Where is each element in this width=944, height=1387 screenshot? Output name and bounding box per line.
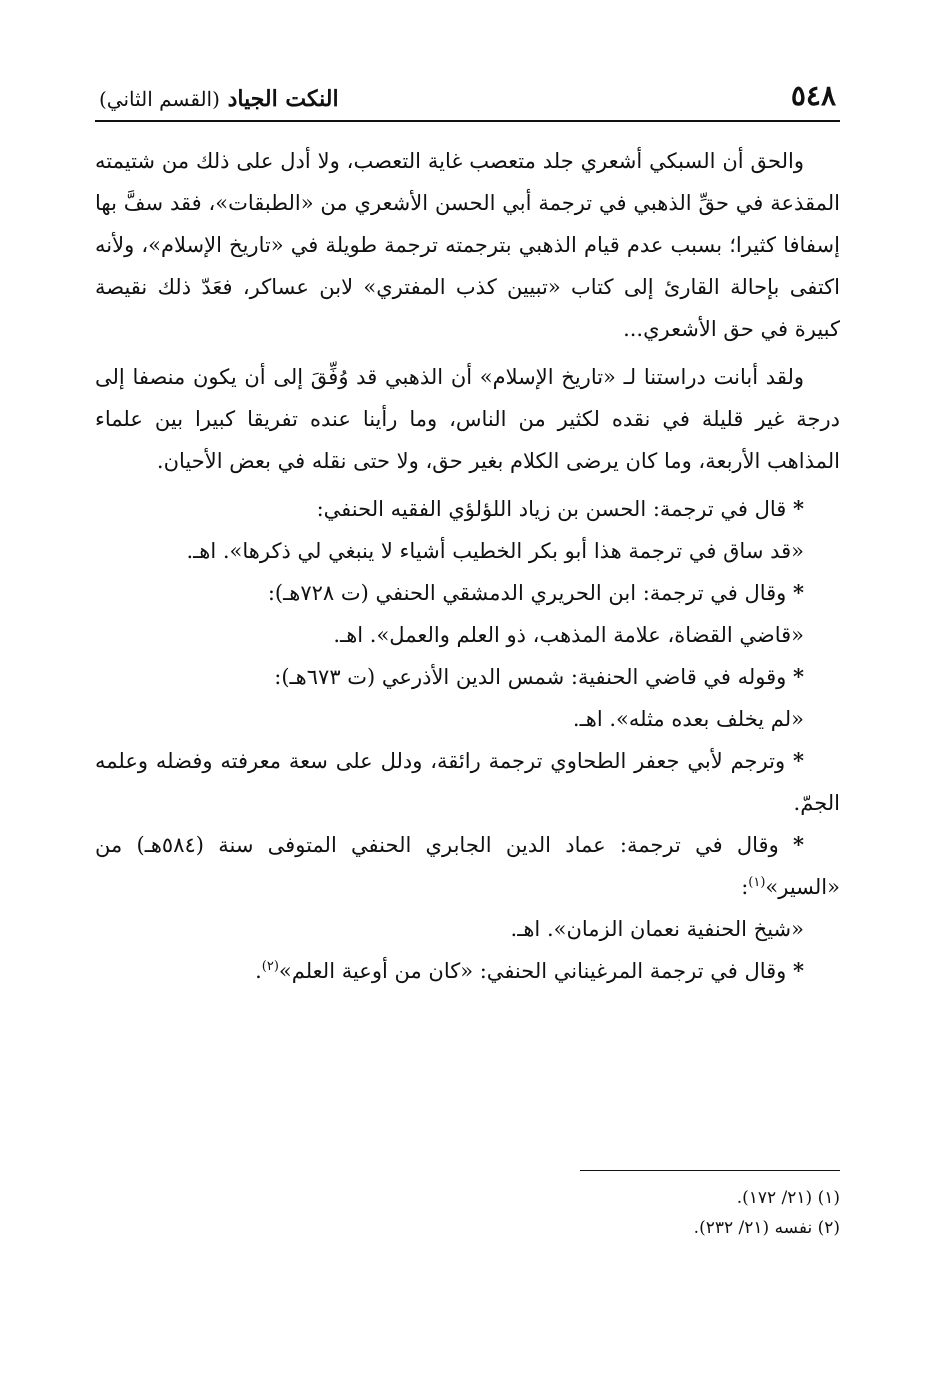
quote-2: «قاضي القضاة، علامة المذهب، ذو العلم والعمل». اهـ. [333,623,804,647]
paragraph-2: ولقد أبانت دراستنا لـ «تاريخ الإسلام» أن الذهبي قد وُفِّقَ إلى أن يكون منصفا إلى درجة غير قليلة في نقده لكثير من الناس، وما رأينا عنده تفريقا كبيرا بين علماء المذاهب الأربعة، وما كان يرضى الكلام بغير حق، ولا حتى نقله في بعض الأحيان. [95,365,840,473]
footnote-divider [580,1170,840,1171]
list-item-5 [95,824,840,908]
footnote-1: (١) (٢١/ ١٧٢). [736,1188,840,1208]
page-number: ٥٤٨ [790,79,836,112]
running-title-sub: (القسم الثاني) [99,87,220,111]
list-item-2 [95,572,840,614]
quote-1: «قد ساق في ترجمة هذا أبو بكر الخطيب أشياء لا ينبغي لي ذكرها». اهـ. [186,539,804,563]
footnote-ref-2[interactable]: (٢) [261,959,279,974]
list-item-4 [95,740,840,824]
running-title [99,86,339,112]
quote-5: «شيخ الحنفية نعمان الزمان». اهـ. [510,917,804,941]
page-header [95,70,840,122]
bullet-star: * [793,958,804,983]
main-text [95,140,840,992]
footnote-ref-1[interactable]: (١) [748,875,766,890]
list-item-6-tail: . [255,959,262,983]
paragraph-1: والحق أن السبكي أشعري جلد متعصب غاية التعصب، ولا أدل على ذلك من شتيمته المقذعة في حقِّ الذهبي في ترجمة أبي الحسن الأشعري من «الطبقات»، فقد سفَّ بها إسفافا كثيرا؛ بسبب عدم قيام الذهبي بترجمته ترجمة طويلة في «تاريخ الإسلام»، ولأنه اكتفى بإحالة القارئ إلى كتاب «تبيين كذب المفتري» لابن عساكر، فعَدّ ذلك نقيصة كبيرة في حق الأشعري... [95,149,840,341]
list-item-5-text: وقال في ترجمة: عماد الدين الجابري الحنفي المتوفى سنة (٥٨٤هـ) من «السير» [95,833,840,899]
list-item-1-text: قال في ترجمة: الحسن بن زياد اللؤلؤي الفقيه الحنفي: [316,497,787,521]
bullet-star: * [793,496,804,521]
list-item-2-text: وقال في ترجمة: ابن الحريري الدمشقي الحنفي (ت ٧٢٨هـ): [267,581,787,605]
bullet-star: * [792,832,804,857]
book-page [95,70,840,1280]
list-item-3-text: وقوله في قاضي الحنفية: شمس الدين الأذرعي (ت ٦٧٣هـ): [274,665,787,689]
bullet-star: * [793,748,804,773]
list-item-1 [95,488,840,530]
list-item-4-text: وترجم لأبي جعفر الطحاوي ترجمة رائقة، ودلل على سعة معرفته وفضله وعلمه الجمّ. [95,749,840,815]
bullet-star: * [793,580,804,605]
bullet-star: * [793,664,804,689]
running-title-main: النكت الجياد [227,86,339,112]
footnote-2: (٢) نفسه (٢١/ ٢٣٢). [693,1218,840,1238]
list-item-3 [95,656,840,698]
footnotes [95,1170,840,1243]
list-item-6-text: وقال في ترجمة المرغيناني الحنفي: «كان من أوعية العلم» [278,959,787,983]
list-item-5-tail: : [741,875,749,899]
list-item-6 [95,950,840,992]
quote-3: «لم يخلف بعده مثله». اهـ. [572,707,804,731]
